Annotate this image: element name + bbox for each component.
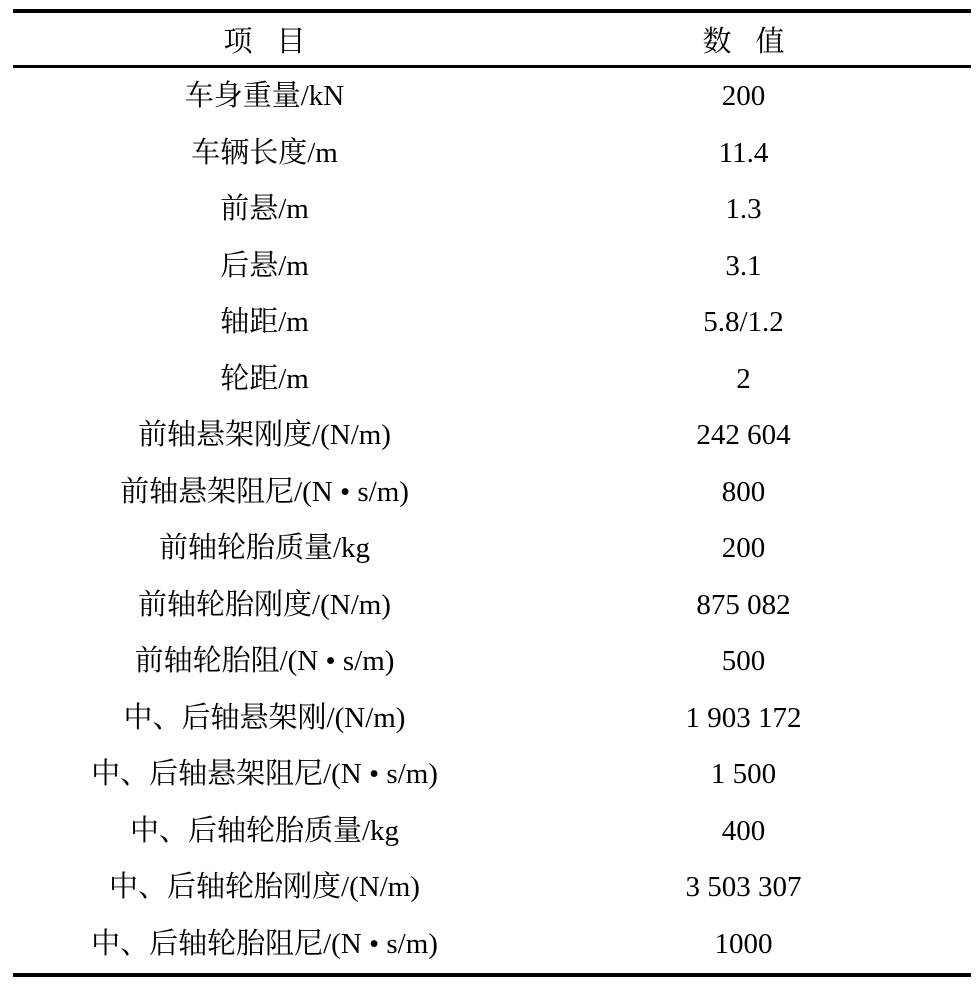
item-cell: 前轴悬架刚度/(N/m): [138, 419, 391, 451]
table-row: [13, 181, 971, 238]
table-row: [13, 351, 971, 408]
value-cell: 1 500: [710, 758, 777, 790]
value-cell: 800: [721, 475, 766, 508]
value-cell: 5.8/1.2: [703, 306, 784, 338]
value-cell: 200: [721, 80, 766, 112]
item-cell: 中、后轴轮胎刚度/(N/m): [109, 871, 420, 903]
item-cell: 前轴轮胎阻/(N • s/m): [134, 645, 395, 677]
table-row: [13, 916, 971, 973]
table-row: [13, 125, 971, 182]
item-cell: 前悬/m: [220, 193, 309, 225]
item-cell: 轴距/m: [220, 306, 309, 338]
value-cell: 242 604: [696, 419, 791, 451]
item-cell: 后悬/m: [220, 249, 309, 282]
table-row: [13, 407, 971, 464]
item-cell: 前轴悬架阻尼/(N • s/m): [120, 475, 409, 508]
value-cell: 3.1: [725, 249, 762, 282]
table-row: [13, 577, 971, 634]
value-cell: 200: [721, 532, 766, 564]
parameter-table: [13, 9, 971, 977]
item-cell: 中、后轴悬架刚/(N/m): [123, 701, 406, 734]
table: [13, 13, 971, 65]
table-row: [13, 238, 971, 295]
table-row: [13, 68, 971, 125]
item-cell: 中、后轴轮胎质量/kg: [129, 814, 400, 847]
value-cell: 875 082: [696, 588, 791, 621]
value-cell: 11.4: [718, 136, 769, 169]
table-row: [13, 803, 971, 860]
item-cell: 车辆长度/m: [191, 136, 338, 169]
table-row: [13, 294, 971, 351]
table-row: [13, 746, 971, 803]
value-cell: 3 503 307: [685, 871, 802, 903]
table-row: [13, 520, 971, 577]
table-row: [13, 690, 971, 747]
table-row: [13, 633, 971, 690]
value-cell: 1 903 172: [685, 701, 802, 734]
item-cell: 轮距/m: [220, 362, 309, 395]
header-value: 数值: [702, 25, 809, 58]
value-cell: 1.3: [725, 193, 762, 225]
item-cell: 前轴轮胎质量/kg: [158, 532, 371, 564]
table-header: [13, 13, 971, 65]
value-cell: 1000: [714, 927, 773, 960]
value-cell: 400: [721, 814, 766, 847]
table-body: [13, 68, 971, 972]
value-cell: 2: [736, 362, 751, 395]
value-cell: 500: [721, 645, 766, 677]
item-cell: 车身重量/kN: [184, 80, 345, 112]
item-cell: 前轴轮胎刚度/(N/m): [138, 588, 391, 621]
header-row: [13, 13, 971, 65]
item-cell: 中、后轴悬架阻尼/(N • s/m): [91, 758, 438, 790]
bottom-rule: [13, 973, 971, 977]
table-row: [13, 464, 971, 521]
table-rows: [13, 68, 971, 972]
table-row: [13, 859, 971, 916]
item-cell: 中、后轴轮胎阻尼/(N • s/m): [91, 927, 438, 960]
header-item: 项目: [223, 25, 330, 58]
